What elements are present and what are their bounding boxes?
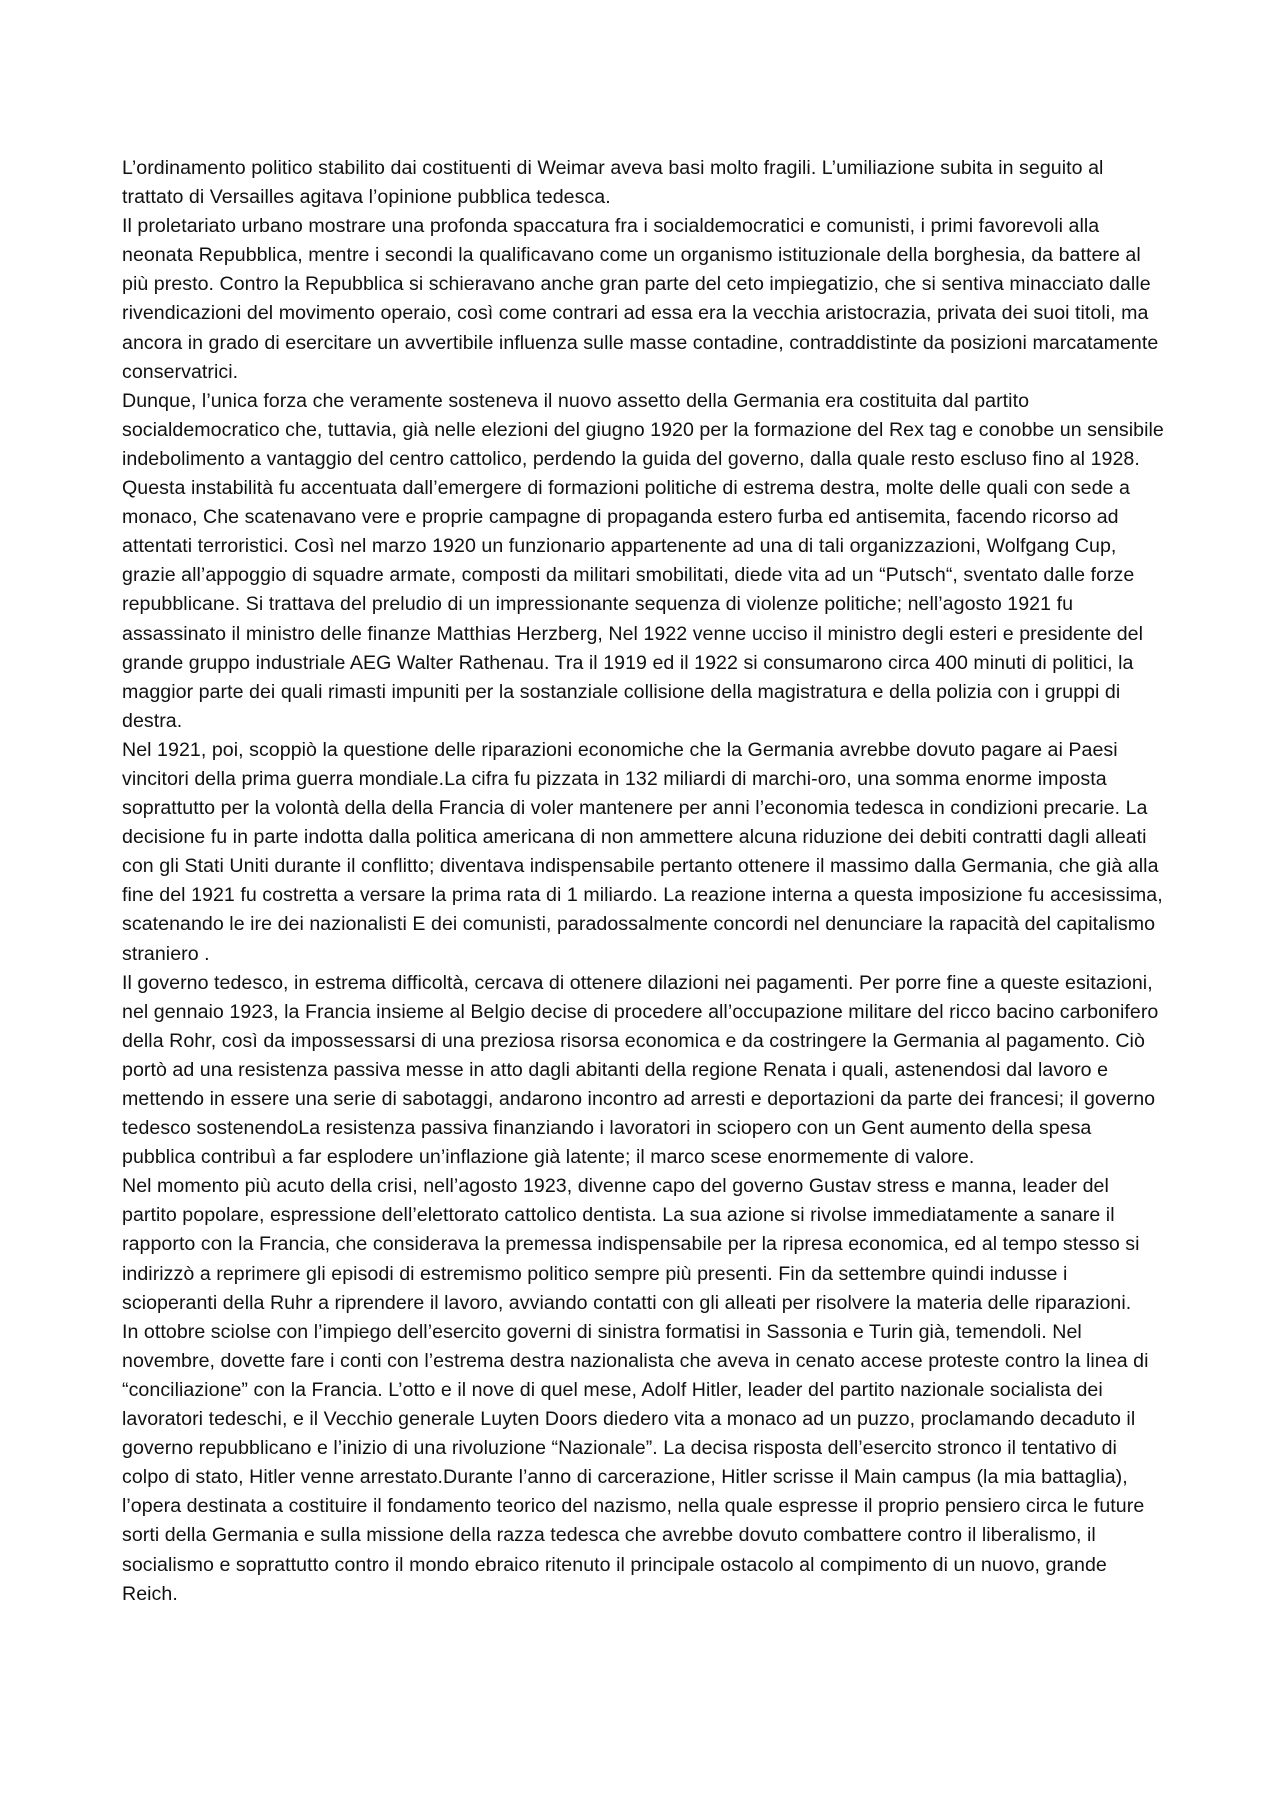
- document-body: [122, 154, 1166, 1609]
- paragraph-stresemann-government: Nel momento più acuto della crisi, nell’agosto 1923, divenne capo del governo Gustav stress e manna, leader del partito popolare, espressione dell’elettorato cattolico dentista. La sua azione si rivolse immediatamente a sanare il rapporto con la Francia, che considerava la premessa indispensabile per la ripresa economica, ed al tempo stesso si indirizzò a reprimere gli episodi di estremismo politico sempre più presenti. Fin da settembre quindi indusse i scioperanti della Ruhr a riprendere il lavoro, avviando contatti con gli alleati per risolvere la materia delle riparazioni.: [122, 1175, 1140, 1314]
- paragraph-hitler-putsch: In ottobre sciolse con l’impiego dell’esercito governi di sinistra formatisi in Sassonia e Turin già, temendoli. Nel novembre, dovette fare i conti con l’estrema destra nazionalista che aveva in cenato accese proteste contro la linea di “conciliazione” con la Francia. L’otto e il nove di quel mese, Adolf Hitler, leader del partito nazionale socialista dei lavoratori tedeschi, e il Vecchio generale Luyten Doors diedero vita a monaco ad un puzzo, proclamando decaduto il governo repubblicano e l’inizio di una rivoluzione “Nazionale”. La decisa risposta dell’esercito stronco il tentativo di colpo di stato, Hitler venne arrestato.Durante l’anno di carcerazione, Hitler scrisse il Main campus (la mia battaglia), l’opera destinata a costituire il fondamento teorico del nazismo, nella quale espresse il proprio pensiero circa le future sorti della Germania e sulla missione della razza tedesca che avrebbe dovuto combattere contro il liberalismo, il socialismo e soprattutto contro il mondo ebraico ritenuto il principale ostacolo al compimento di un nuovo, grande Reich.: [122, 1320, 1149, 1605]
- paragraph-ruhr-occupation: Il governo tedesco, in estrema difficoltà, cercava di ottenere dilazioni nei pagamenti. Per porre fine a queste esitazioni, nel gennaio 1923, la Francia insieme al Belgio decise di procedere all’occupazione militare del ricco bacino carbonifero della Rohr, così da impossessarsi di una preziosa risorsa economica e da costringere la Germania al pagamento. Ciò portò ad una resistenza passiva messe in atto dagli abitanti della regione Renata i quali, astenendosi dal lavoro e mettendo in essere una serie di sabotaggi, andarono incontro ad arresti e deportazioni da parte dei francesi; il governo tedesco sostenendoLa resistenza passiva finanziando i lavoratori in sciopero con un Gent aumento della spesa pubblica contribuì a far esplodere un’inflazione già latente; il marco scese enormemente di valore.: [122, 971, 1159, 1169]
- paragraph-proletariat-division: Il proletariato urbano mostrare una profonda spaccatura fra i socialdemocratici e comunisti, i primi favorevoli alla neonata Repubblica, mentre i secondi la qualificavano come un organismo istituzionale della borghesia, da battere al più presto. Contro la Repubblica si schieravano anche gran parte del ceto impiegatizio, che si sentiva minacciato dalle rivendicazioni del movimento operaio, così come contrari ad essa era la vecchia aristocrazia, privata dei suoi titoli, ma ancora in grado di esercitare un avvertibile influenza sulle masse contadine, contraddistinte da posizioni marcatamente conservatrici.: [122, 215, 1159, 383]
- paragraph-weimar-fragility: L’ordinamento politico stabilito dai costituenti di Weimar aveva basi molto fragili. L’umiliazione subita in seguito al trattato di Versailles agitava l’opinione pubblica tedesca.: [122, 157, 1104, 209]
- paragraph-reparations: Nel 1921, poi, scoppiò la questione delle riparazioni economiche che la Germania avrebbe dovuto pagare ai Paesi vincitori della prima guerra mondiale.La cifra fu pizzata in 132 miliardi di marchi-oro, una somma enorme imposta soprattutto per la volontà della della Francia di voler mantenere per anni l’economia tedesca in condizioni precarie. La decisione fu in parte indotta dalla politica americana di non ammettere alcuna riduzione dei debiti contratti dagli alleati con gli Stati Uniti durante il conflitto; diventava indispensabile pertanto ottenere il massimo dalla Germania, che già alla fine del 1921 fu costretta a versare la prima rata di 1 miliardo. La reazione interna a questa imposizione fu accesissima, scatenando le ire dei nazionalisti E dei comunisti, paradossalmente concordi nel denunciare la rapacità del capitalismo straniero .: [122, 738, 1163, 965]
- paragraph-political-instability: Dunque, l’unica forza che veramente sosteneva il nuovo assetto della Germania era costituita dal partito socialdemocratico che, tuttavia, già nelle elezioni del giugno 1920 per la formazione del Rex tag e conobbe un sensibile indebolimento a vantaggio del centro cattolico, perdendo la guida del governo, dalla quale resto escluso fino al 1928. Questa instabilità fu accentuata dall’emergere di formazioni politiche di estrema destra, molte delle quali con sede a monaco, Che scatenavano vere e proprie campagne di propaganda estero furba ed antisemita, facendo ricorso ad attentati terroristici. Così nel marzo 1920 un funzionario appartenente ad una di tali organizzazioni, Wolfgang Cup, grazie all’appoggio di squadre armate, composti da militari smobilitati, diede vita ad un “Putsch“, sventato dalle forze repubblicane. Si trattava del preludio di un impressionante sequenza di violenze politiche; nell’agosto 1921 fu assassinato il ministro delle finanze Matthias Herzberg, Nel 1922 venne ucciso il ministro degli esteri e presidente del grande gruppo industriale AEG Walter Rathenau. Tra il 1919 ed il 1922 si consumarono circa 400 minuti di politici, la maggior parte dei quali rimasti impuniti per la sostanziale collisione della magistratura e della polizia con i gruppi di destra.: [122, 389, 1164, 732]
